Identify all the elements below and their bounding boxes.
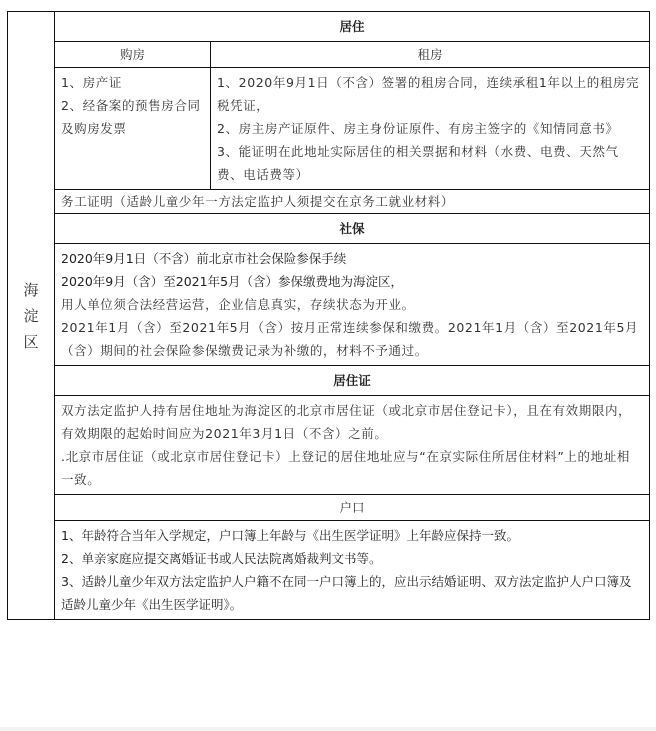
- residence-permit-section-title: 居住证: [55, 366, 650, 396]
- hukou-line: 2、单亲家庭应提交离婚证书或人民法院离婚裁判文书等。: [61, 551, 382, 566]
- purchase-header: 购房: [55, 42, 211, 68]
- employment-note: 务工证明（适龄儿童少年一方法定监护人须提交在京务工就业材料）: [55, 190, 650, 214]
- hukou-requirements: [55, 521, 650, 620]
- district-char: 淀: [23, 306, 39, 325]
- purchase-item: 2、经备案的预售房合同及购房发票: [61, 98, 201, 136]
- social-security-line: 2020年9月（含）至2021年5月（含）参保缴费地为海淀区，: [61, 274, 404, 289]
- social-security-line: 2021年1月（含）至2021年5月（含）按月正常连续参保和缴费。2021年1月（含）至2021年5月（含）期间的社会保险参保缴费记录为补缴的，材料不予通过。: [61, 320, 639, 358]
- social-security-line: 2020年9月1日（不含）前北京市社会保险参保手续: [61, 251, 347, 266]
- residence-permit-line: 有效期限的起始时间应为2021年3月1日（不含）之前。: [61, 426, 388, 441]
- rent-item: 2、房主房产证原件、房主身份证原件、有房主签字的《知情同意书》: [217, 121, 619, 136]
- purchase-requirements: [55, 68, 211, 190]
- requirements-table: [7, 11, 650, 620]
- rent-header: 租房: [211, 42, 650, 68]
- district-cell: [8, 12, 55, 620]
- rent-item: 3、能证明在此地址实际居住的相关票据和材料（水费、电费、天然气费、电话费等）: [217, 144, 619, 182]
- rent-item: 1、2020年9月1日（不含）签署的租房合同，连续承租1年以上的租房完税凭证，: [217, 75, 640, 113]
- residence-permit-line: 双方法定监护人持有居住地址为海淀区的北京市居住证（或北京市居住登记卡），且在有效期限内，: [61, 403, 632, 418]
- rent-requirements: [211, 68, 650, 190]
- social-security-line: 用人单位须合法经营运营，企业信息真实，存续状态为开业。: [61, 297, 415, 312]
- hukou-line: 1、年龄符合当年入学规定，户口簿上年龄与《出生医学证明》上年龄应保持一致。: [61, 528, 519, 543]
- hukou-line: 3、适龄儿童少年双方法定监护人户籍不在同一户口簿上的，应出示结婚证明、双方法定监护人户口簿及适龄儿童少年《出生医学证明》。: [61, 574, 632, 612]
- hukou-section-title: 户口: [55, 495, 650, 521]
- social-security-requirements: [55, 244, 650, 366]
- residence-permit-requirements: [55, 396, 650, 495]
- social-security-section-title: 社保: [55, 214, 650, 244]
- residence-section-title: 居住: [55, 12, 650, 42]
- page-bottom-edge: [0, 727, 656, 731]
- purchase-item: 1、房产证: [61, 75, 122, 90]
- district-char: 海: [23, 280, 39, 299]
- residence-permit-line: .北京市居住证（或北京市居住登记卡）上登记的居住地址应与“在京实际住所居住材料”上的地址相一致。: [61, 449, 630, 487]
- district-char: 区: [23, 332, 39, 351]
